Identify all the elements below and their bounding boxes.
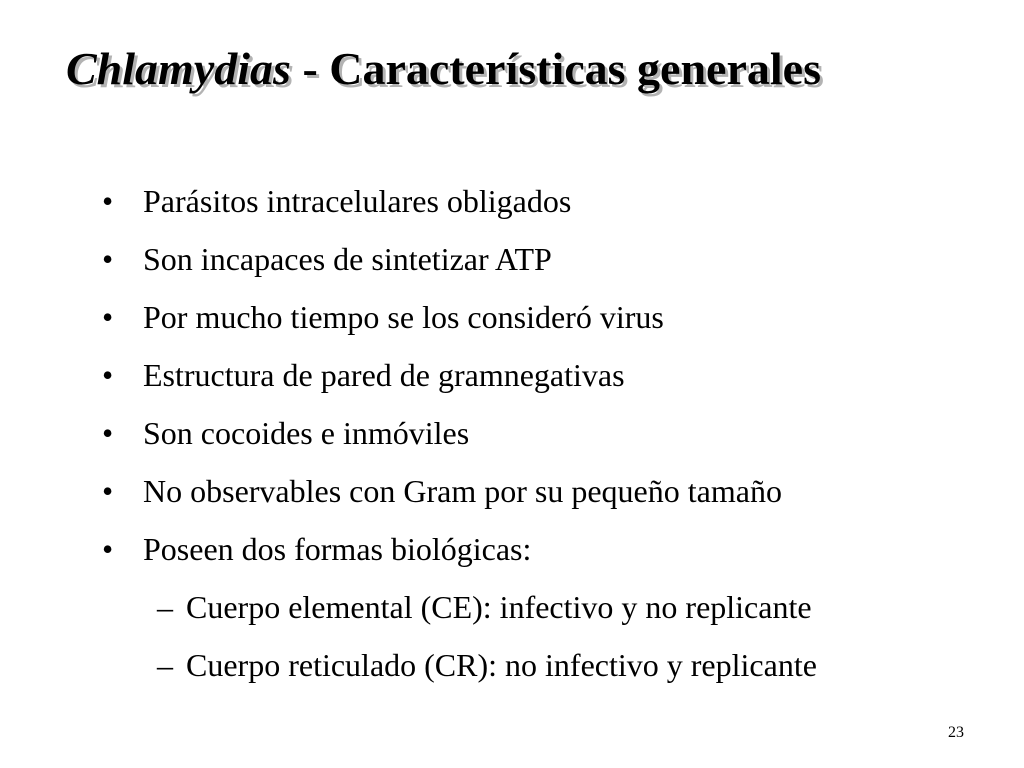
bullet-item: [102, 288, 817, 346]
page-number: 23: [948, 724, 964, 741]
slide-title-rest: - Características generales: [290, 43, 821, 94]
slide-title-italic: Chlamydias: [66, 43, 291, 94]
bullet-text: Estructura de pared de gramnegativas: [143, 357, 625, 393]
bullet-item: [102, 404, 817, 462]
sub-bullet-text: Cuerpo reticulado (CR): no infectivo y replicante: [186, 647, 817, 683]
sub-bullet-marker: –: [157, 589, 173, 625]
bullet-item: [102, 462, 817, 520]
bullet-list: [102, 172, 817, 694]
bullet-marker: •: [102, 531, 114, 567]
sub-bullet-item: [102, 578, 817, 636]
bullet-item: [102, 230, 817, 288]
bullet-marker: •: [102, 183, 114, 219]
bullet-text: Parásitos intracelulares obligados: [143, 183, 572, 219]
bullet-text: Son incapaces de sintetizar ATP: [143, 241, 552, 277]
bullet-item: [102, 520, 817, 578]
bullet-marker: •: [102, 299, 114, 335]
bullet-marker: •: [102, 473, 114, 509]
slide-title: [66, 44, 821, 95]
bullet-text: Por mucho tiempo se los consideró virus: [143, 299, 664, 335]
bullet-text: No observables con Gram por su pequeño tamaño: [143, 473, 782, 509]
bullet-marker: •: [102, 415, 114, 451]
sub-bullet-text: Cuerpo elemental (CE): infectivo y no replicante: [186, 589, 812, 625]
bullet-marker: •: [102, 357, 114, 393]
bullet-item: [102, 172, 817, 230]
bullet-text: Poseen dos formas biológicas:: [143, 531, 532, 567]
sub-bullet-marker: –: [157, 647, 173, 683]
bullet-item: [102, 346, 817, 404]
sub-bullet-item: [102, 636, 817, 694]
bullet-marker: •: [102, 241, 114, 277]
bullet-text: Son cocoides e inmóviles: [143, 415, 470, 451]
